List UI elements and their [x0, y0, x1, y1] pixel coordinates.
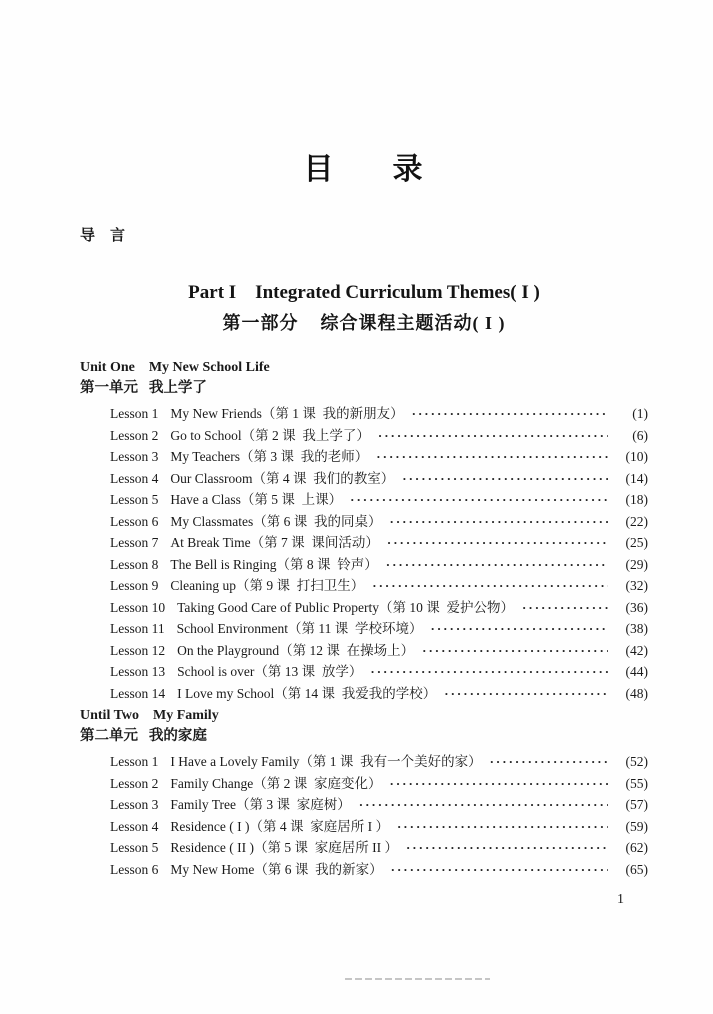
lesson-title: On the Playground（第 12 课 在操场上）: [177, 642, 415, 658]
lesson-label: Lesson 3: [110, 797, 159, 812]
dot-leader: [370, 661, 608, 683]
lesson-title: Family Tree（第 3 课 家庭树）: [170, 797, 351, 812]
toc-entry: [110, 468, 648, 490]
lesson-label: Lesson 12: [110, 642, 166, 658]
lesson-title: At Break Time（第 7 课 课间活动）: [170, 535, 379, 550]
intro-heading: 导 言: [80, 228, 126, 244]
lesson-page-number: (62): [625, 840, 648, 855]
dot-leader: [422, 640, 608, 662]
page-title: 目 录: [303, 153, 425, 186]
lesson-page-number: (52): [625, 754, 648, 769]
lesson-label: Lesson 2: [110, 427, 159, 443]
lesson-label: Lesson 7: [110, 535, 159, 550]
scan-artifact-line: [345, 978, 490, 980]
lesson-title: The Bell is Ringing（第 8 课 铃声）: [170, 556, 378, 572]
toc-entry: [110, 511, 648, 533]
unit-two-heading-chinese: 第二单元 我的家庭: [80, 728, 207, 744]
lesson-page-number: (1): [632, 406, 648, 421]
lesson-page-number: (42): [625, 642, 648, 658]
lesson-title: I Have a Lovely Family（第 1 课 我有一个美好的家）: [170, 754, 482, 769]
lesson-label: Lesson 6: [110, 513, 159, 529]
lesson-page-number: (36): [625, 599, 648, 615]
lesson-label: Lesson 4: [110, 470, 159, 486]
lesson-label: Lesson 14: [110, 685, 166, 701]
toc-entry: [110, 532, 648, 554]
part1-heading-english: Part I Integrated Curriculum Themes( I ): [188, 282, 540, 303]
dot-leader: [490, 751, 608, 773]
toc-entry: [110, 640, 648, 662]
dot-leader: [522, 597, 608, 619]
folio-page-number: 1: [617, 892, 624, 907]
dot-leader: [412, 403, 608, 425]
lesson-title: Residence ( II )（第 5 课 家庭居所 II ）: [170, 840, 398, 855]
lesson-page-number: (6): [632, 427, 648, 443]
lesson-title: Taking Good Care of Public Property（第 10 课 爱护公物）: [177, 599, 515, 615]
lesson-page-number: (10): [625, 449, 648, 464]
dot-leader: [390, 773, 609, 795]
lesson-title: I Love my School（第 14 课 我爱我的学校）: [177, 685, 437, 701]
lesson-title: My New Friends（第 1 课 我的新朋友）: [170, 406, 404, 421]
lesson-label: Lesson 1: [110, 406, 159, 421]
toc-entry: [110, 446, 648, 468]
lesson-title: Family Change（第 2 课 家庭变化）: [170, 775, 382, 791]
lesson-page-number: (22): [625, 513, 648, 529]
lesson-label: Lesson 8: [110, 556, 159, 572]
lesson-label: Lesson 1: [110, 754, 159, 769]
toc-entry: [110, 618, 648, 640]
lesson-label: Lesson 11: [110, 621, 165, 636]
toc-entry: [110, 751, 648, 773]
unit-two-section: [80, 706, 648, 880]
lesson-page-number: (59): [625, 818, 648, 834]
unit-one-heading-english: Unit One My New School Life: [80, 360, 270, 375]
toc-entry: [110, 575, 648, 597]
unit-one-heading-chinese: 第一单元 我上学了: [80, 380, 207, 396]
part1-heading-chinese: 第一部分 综合课程主题活动( I ): [222, 313, 506, 333]
lesson-title: School is over（第 13 课 放学）: [177, 664, 363, 679]
lesson-title: Go to School（第 2 课 我上学了）: [170, 427, 370, 443]
unit-two-toc-list: [80, 751, 648, 880]
lesson-page-number: (25): [625, 535, 648, 550]
toc-entry: [110, 816, 648, 838]
dot-leader: [444, 683, 608, 705]
toc-page: [80, 0, 648, 910]
toc-entry: [110, 773, 648, 795]
lesson-label: Lesson 6: [110, 861, 159, 877]
lesson-title: Have a Class（第 5 课 上课）: [170, 492, 343, 507]
lesson-label: Lesson 5: [110, 492, 159, 507]
dot-leader: [372, 575, 608, 597]
lesson-page-number: (55): [625, 775, 648, 791]
toc-entry: [110, 661, 648, 683]
toc-entry: [110, 683, 648, 705]
dot-leader: [376, 446, 608, 468]
lesson-page-number: (44): [625, 664, 648, 679]
lesson-label: Lesson 5: [110, 840, 159, 855]
dot-leader: [387, 532, 608, 554]
lesson-title: My Teachers（第 3 课 我的老师）: [170, 449, 369, 464]
lesson-label: Lesson 9: [110, 578, 159, 593]
lesson-label: Lesson 10: [110, 599, 166, 615]
toc-entry: [110, 597, 648, 619]
lesson-page-number: (32): [625, 578, 648, 593]
dot-leader: [378, 425, 608, 447]
dot-leader: [406, 837, 608, 859]
dot-leader: [350, 489, 608, 511]
unit-one-toc-list: [80, 403, 648, 704]
toc-entry: [110, 837, 648, 859]
dot-leader: [402, 468, 608, 490]
lesson-page-number: (18): [625, 492, 648, 507]
toc-entry: [110, 403, 648, 425]
lesson-page-number: (14): [625, 470, 648, 486]
lesson-label: Lesson 3: [110, 449, 159, 464]
dot-leader: [397, 816, 608, 838]
dot-leader: [431, 618, 609, 640]
toc-entry: [110, 859, 648, 881]
lesson-page-number: (57): [625, 797, 648, 812]
lesson-title: School Environment（第 11 课 学校环境）: [176, 621, 423, 636]
lesson-label: Lesson 2: [110, 775, 159, 791]
dot-leader: [359, 794, 608, 816]
lesson-title: My Classmates（第 6 课 我的同桌）: [170, 513, 382, 529]
lesson-label: Lesson 13: [110, 664, 166, 679]
lesson-title: My New Home（第 6 课 我的新家）: [170, 861, 383, 877]
toc-entry: [110, 554, 648, 576]
lesson-title: Residence ( I )（第 4 课 家庭居所 I ）: [170, 818, 389, 834]
lesson-page-number: (65): [625, 861, 648, 877]
lesson-page-number: (48): [625, 685, 648, 701]
lesson-title: Cleaning up（第 9 课 打扫卫生）: [170, 578, 365, 593]
toc-entry: [110, 489, 648, 511]
unit-two-heading-english: Until Two My Family: [80, 708, 219, 723]
toc-entry: [110, 425, 648, 447]
lesson-label: Lesson 4: [110, 818, 159, 834]
dot-leader: [386, 554, 608, 576]
dot-leader: [391, 859, 608, 881]
lesson-page-number: (38): [625, 621, 648, 636]
lesson-page-number: (29): [625, 556, 648, 572]
dot-leader: [390, 511, 609, 533]
unit-one-section: [80, 358, 648, 704]
lesson-title: Our Classroom（第 4 课 我们的教室）: [170, 470, 395, 486]
toc-entry: [110, 794, 648, 816]
